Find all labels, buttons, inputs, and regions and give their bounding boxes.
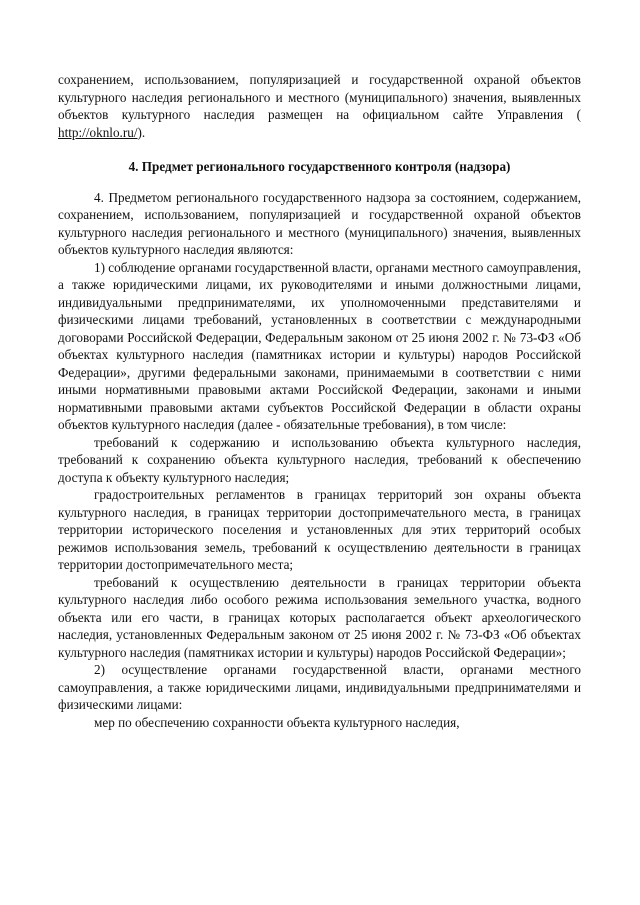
paragraph: 2) осуществление органами государственной власти, органами местного самоуправления, а также юридическими лицами, индивидуальными предпринимателями и физическими лицами: xyxy=(58,662,581,712)
website-link[interactable]: http://oknlo.ru/ xyxy=(58,124,138,140)
document-body xyxy=(58,71,581,731)
intro-text: сохранением, использованием, популяризацией и государственной охраной объектов культурного наследия регионального и местного (муниципального) значения, выявленных объектов культурного наследия размещен на официальном сайте Управления ( xyxy=(58,72,581,122)
intro-suffix: ). xyxy=(137,124,146,140)
section-heading: 4. Предмет регионального государственного контроля (надзора) xyxy=(128,159,511,174)
paragraph: требований к осуществлению деятельности в границах территории объекта культурного наследия либо особого режима использования земельного участка, водного объекта или его части, в границах которых располагается объект археологического наследия, установленных Федеральным законом от 25 июня 2002 г. № 73-ФЗ «Об объектах культурного наследия (памятниках истории и культуры) народов Российской Федерации»; xyxy=(58,574,581,660)
paragraph: градостроительных регламентов в границах территорий зон охраны объекта культурного наследия, в границах территории достопримечательного места, в границах территории исторического поселения и установленных для этих территорий особых режимов использования земель, требований к осуществлению деятельности в границах территории достопримечательного места; xyxy=(58,487,581,572)
paragraph: 4. Предметом регионального государственного надзора за состоянием, содержанием, сохранением, использованием, популяризацией и государственной охраной объектов культурного наследия регионального и местного (муниципального) значения, выявленных объектов культурного наследия являются: xyxy=(58,189,581,257)
paragraph: требований к содержанию и использованию объекта культурного наследия, требований к сохранению объекта культурного наследия, требований к обеспечению доступа к объекту культурного наследия; xyxy=(58,434,581,485)
paragraph: 1) соблюдение органами государственной власти, органами местного самоуправления, а также юридическими лицами, их руководителями и иными должностными лицами, индивидуальными предпринимателями, их уполномоченными представителями и физическими лицами требований, установленных в соответствии с международными договорами Российской Федерации, Федеральным законом от 25 июня 2002 г. № 73-ФЗ «Об объектах культурного наследия (памятниках истории и культуры) народов Российской Федерации», другими федеральными законами, принимаемыми в соответствии с ними иными нормативными правовыми актами Российской Федерации, законами и иными нормативными правовыми актами субъектов Российской Федерации в области охраны объектов культурного наследия (далее - обязательные требования), в том числе: xyxy=(58,259,581,432)
intro-paragraph xyxy=(58,71,581,141)
paragraph: мер по обеспечению сохранности объекта культурного наследия, xyxy=(94,714,460,730)
